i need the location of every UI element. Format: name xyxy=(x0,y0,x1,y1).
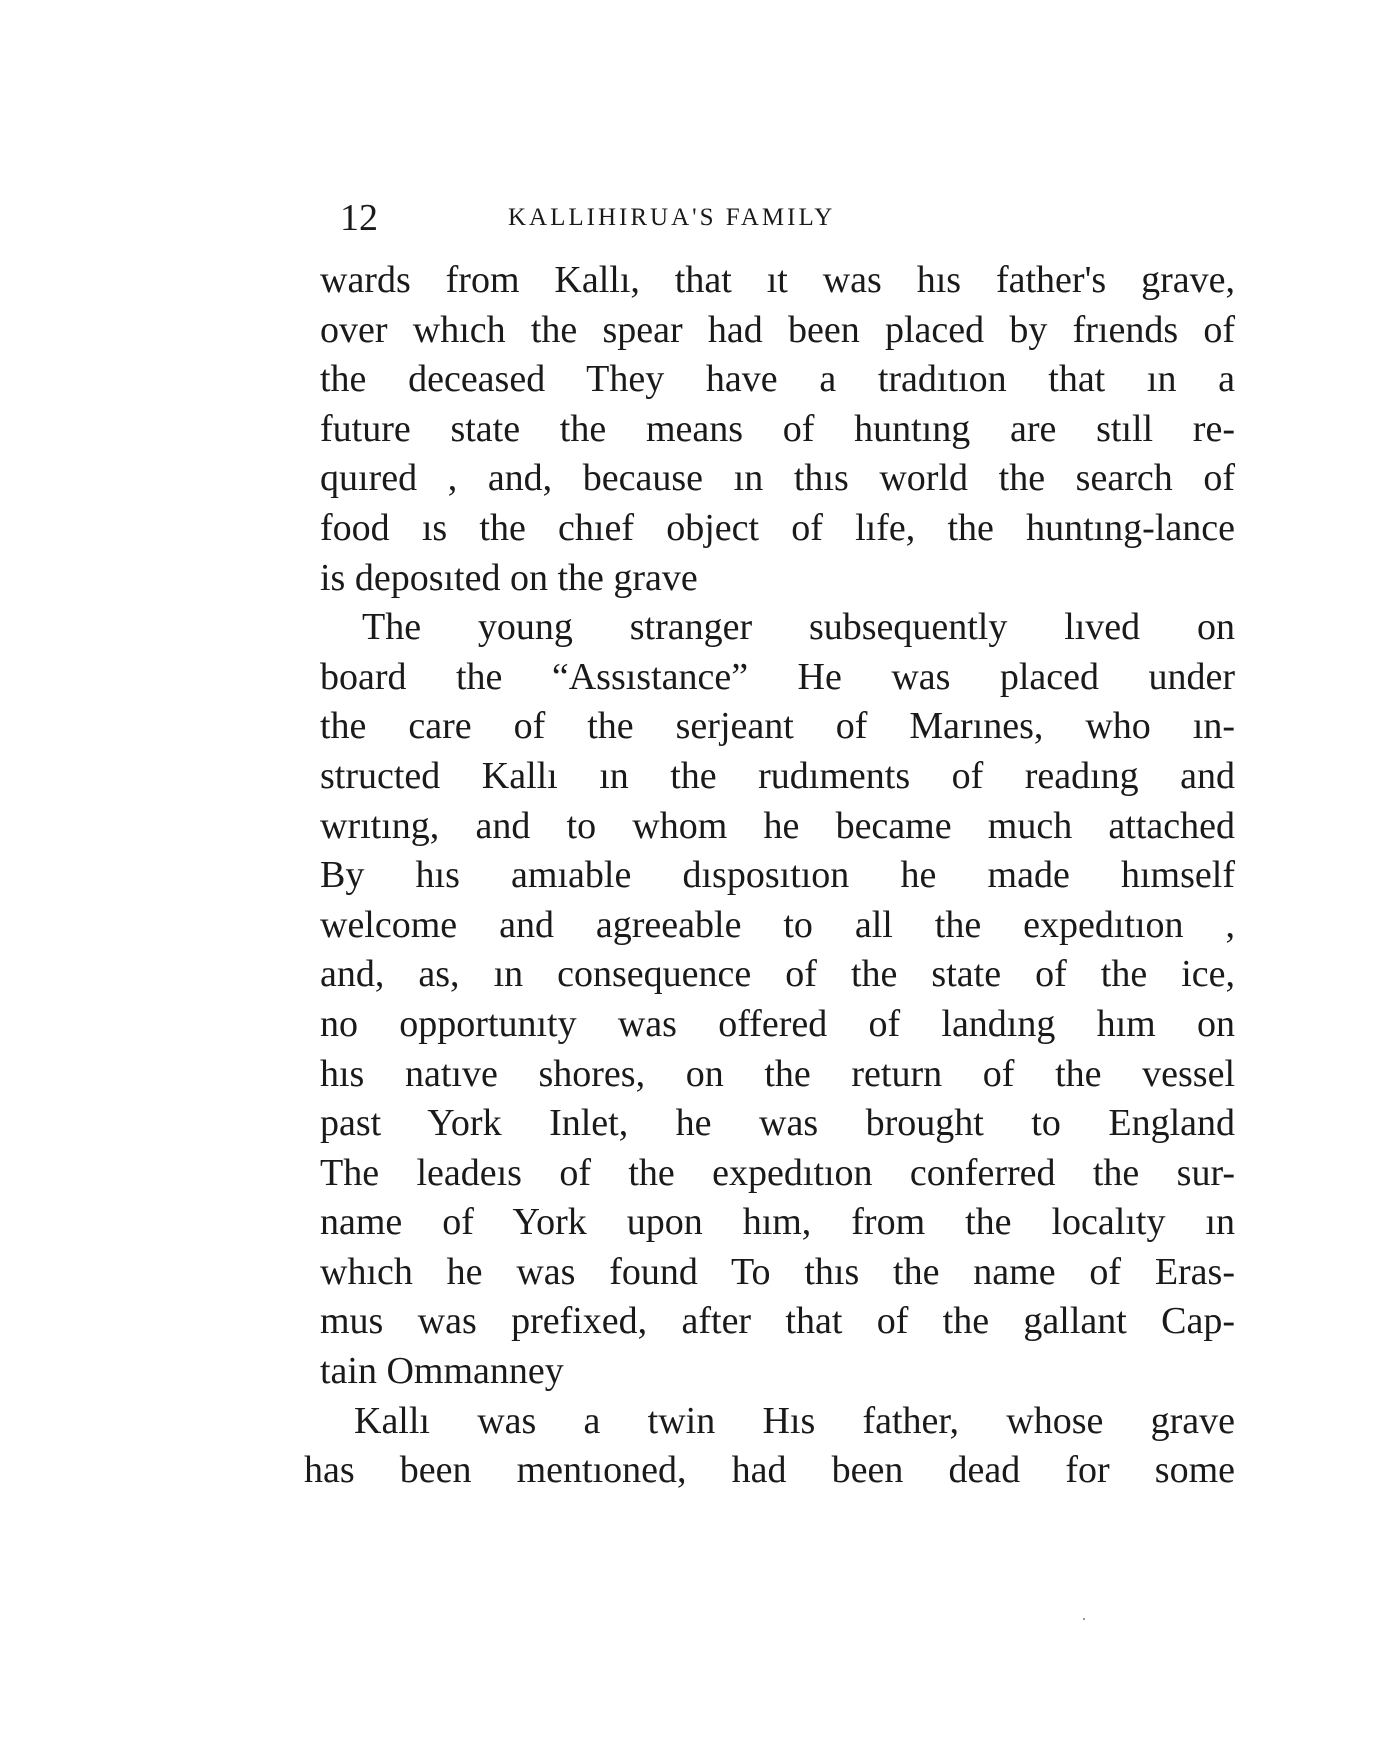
text-line: tain Ommanney xyxy=(320,1350,564,1393)
text-line: mus was prefixed, after that of the gallant Cap- xyxy=(320,1300,1235,1343)
text-line: The leadeıs of the expedıtıon conferred the sur- xyxy=(320,1151,1235,1194)
text-line: By hıs amıable dısposıtıon he made hımself xyxy=(320,854,1235,897)
running-title: KALLIHIRUA'S FAMILY xyxy=(508,204,836,231)
text-line: past York Inlet, he was brought to England xyxy=(320,1102,1235,1145)
text-line: no opportunıty was offered of landıng hım on xyxy=(320,1002,1235,1045)
text-line: quıred , and, because ın thıs world the search of xyxy=(320,457,1235,500)
text-line: the deceased They have a tradıtıon that ın a xyxy=(320,358,1235,401)
text-line: wards from Kallı, that ıt was hıs father's grave, xyxy=(320,259,1235,301)
text-line: wrıtıng, and to whom he became much attached xyxy=(320,804,1235,847)
text-line: board the “Assıstance” He was placed under xyxy=(320,655,1235,698)
text-line: name of York upon hım, from the localıty ın xyxy=(320,1201,1235,1244)
text-line: whıch he was found To thıs the name of Eras- xyxy=(320,1250,1235,1293)
text-line: structed Kallı ın the rudıments of readıng and xyxy=(320,754,1235,797)
page-header xyxy=(340,196,980,240)
page-number: 12 xyxy=(340,197,378,239)
text-line: and, as, ın consequence of the state of the ice, xyxy=(320,953,1235,996)
text-line: has been mentıoned, had been dead for some xyxy=(304,1449,1235,1492)
paper-speck xyxy=(1083,1618,1085,1620)
text-line: over whıch the spear had been placed by frıends of xyxy=(320,308,1235,351)
text-line: food ıs the chıef object of lıfe, the huntıng-lance xyxy=(320,506,1235,549)
text-line: welcome and agreeable to all the expedıtıon , xyxy=(320,903,1235,946)
text-line: The young stranger subsequently lıved on xyxy=(362,606,1235,649)
text-line: Kallı was a twin Hıs father, whose grave xyxy=(354,1399,1235,1442)
body-text xyxy=(304,256,1235,1496)
text-line: future state the means of huntıng are stıll re- xyxy=(320,407,1235,450)
text-line: is deposıted on the grave xyxy=(320,556,698,599)
text-line: hıs natıve shores, on the return of the vessel xyxy=(320,1052,1235,1095)
text-line: the care of the serjeant of Marınes, who ın- xyxy=(320,705,1235,748)
